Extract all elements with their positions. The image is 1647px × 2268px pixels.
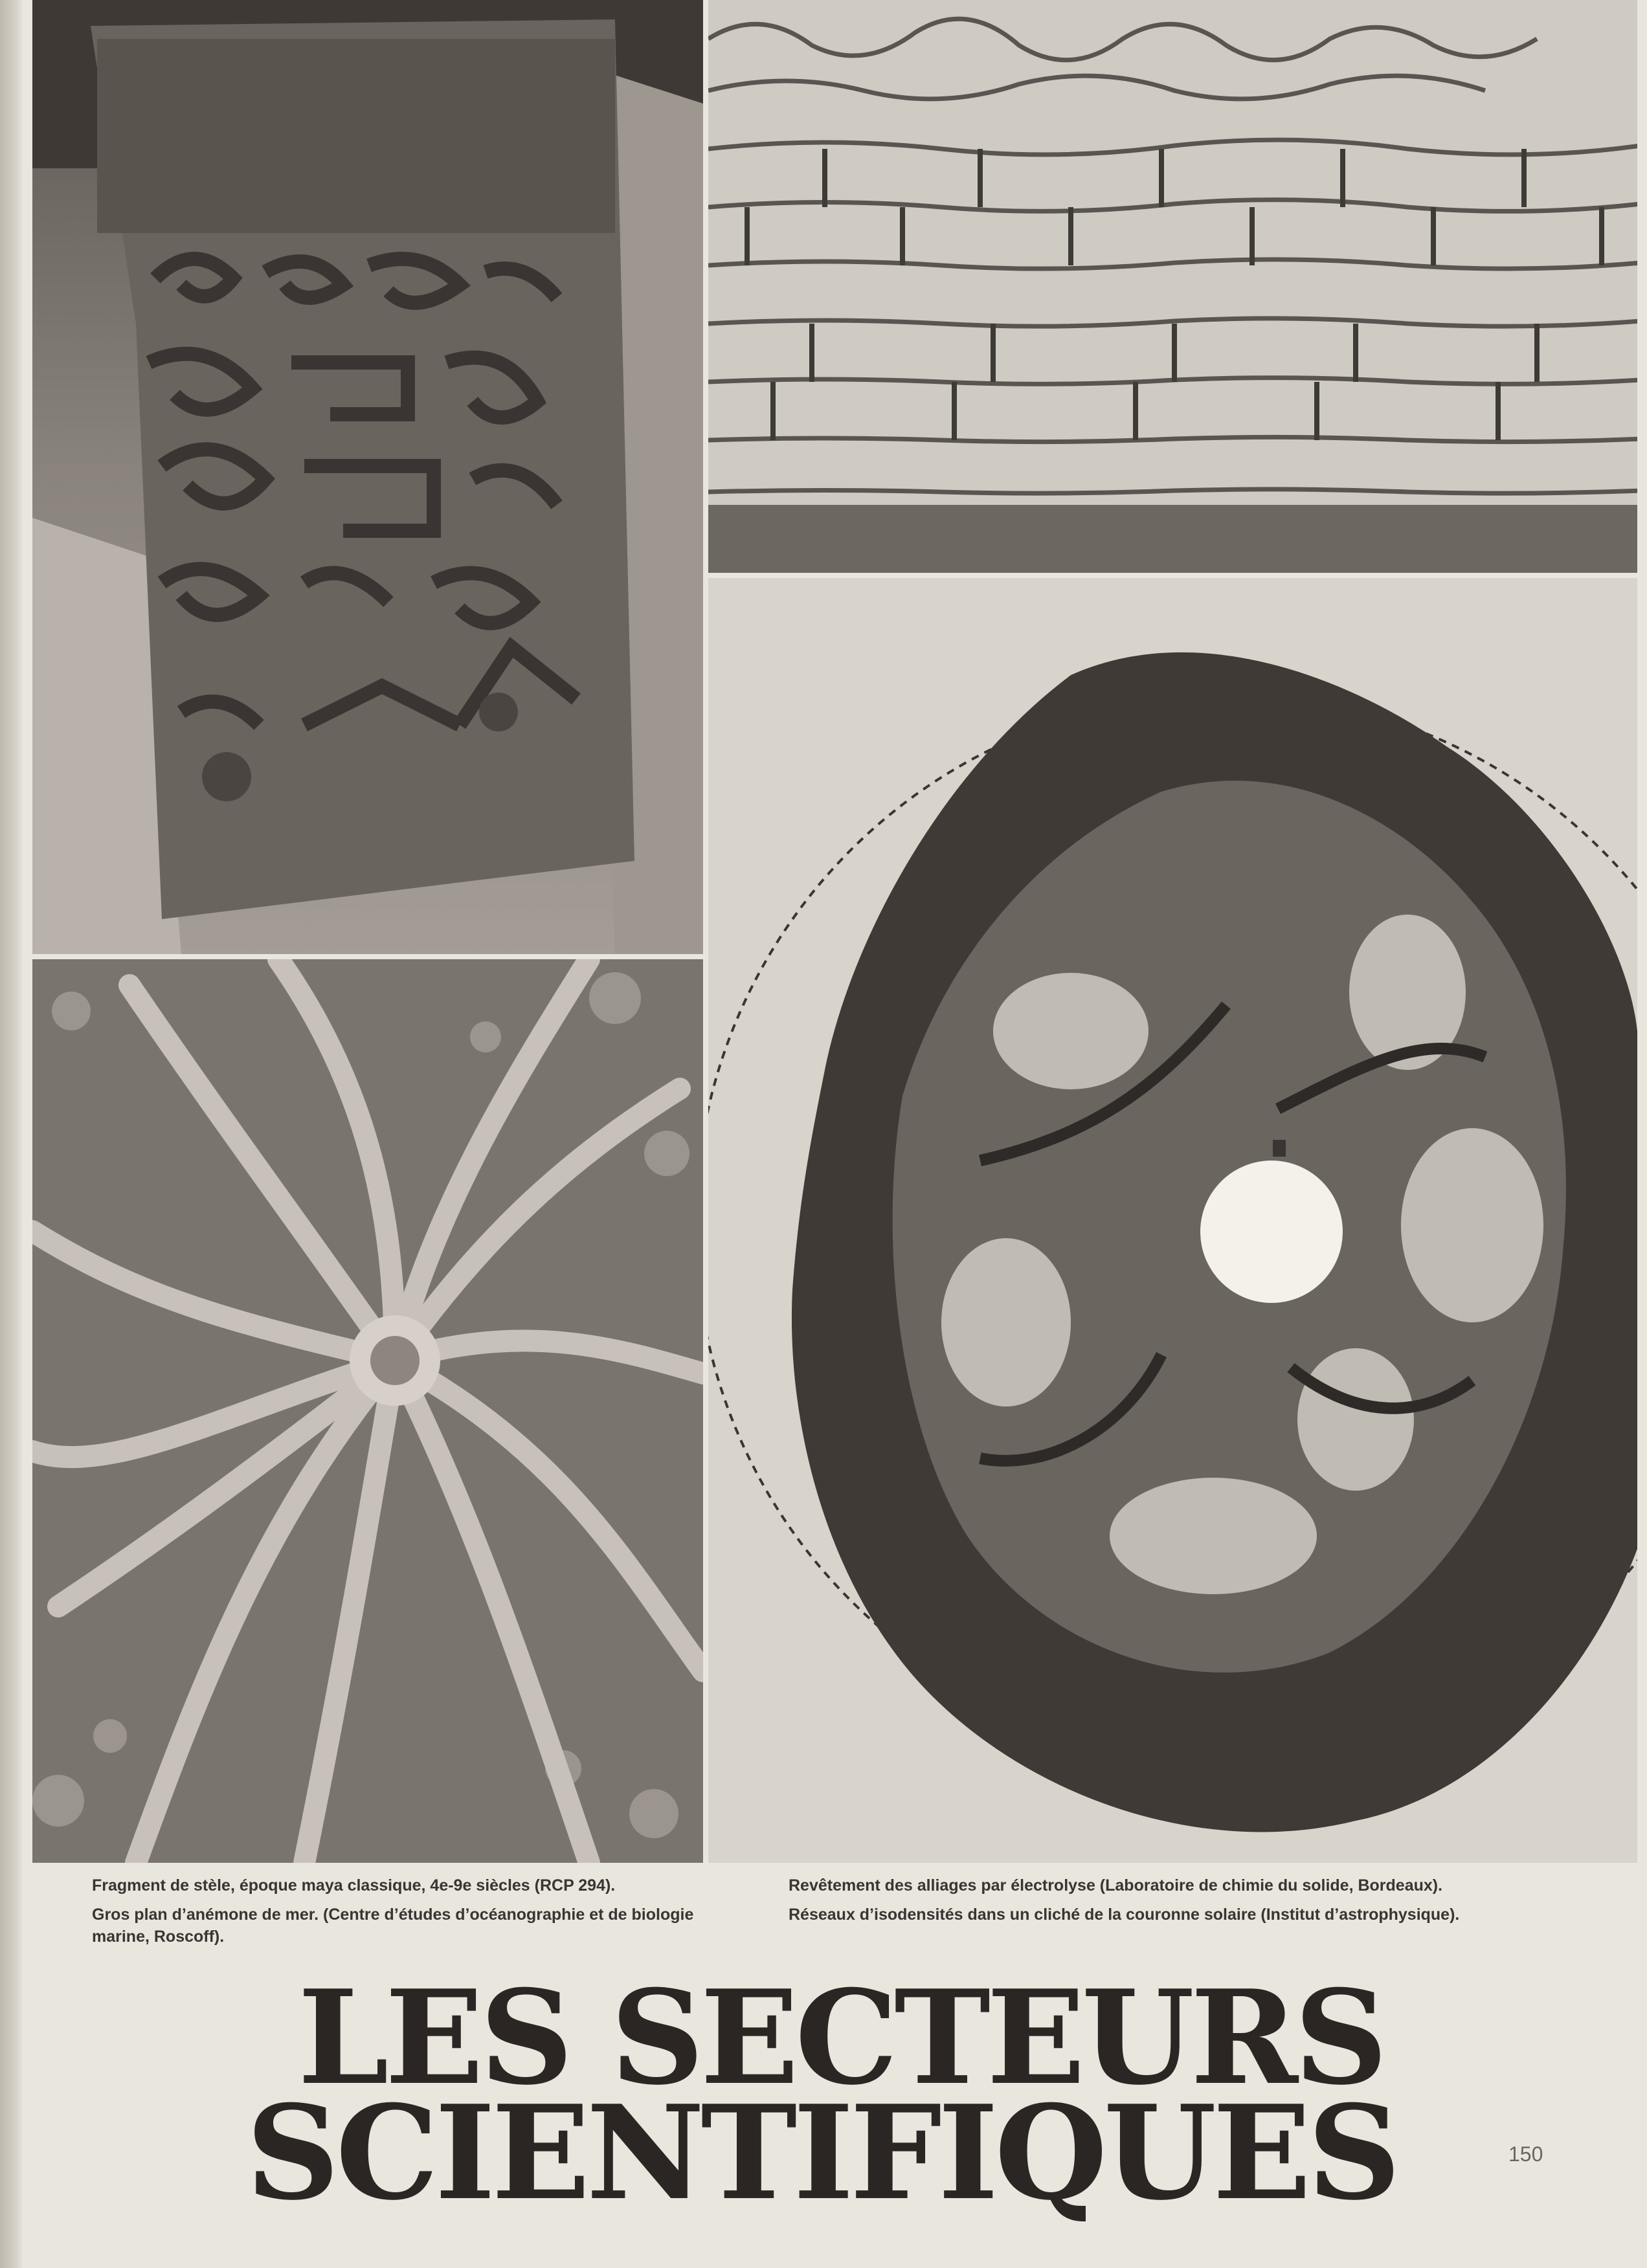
caption-alloy-electrolysis: Revêtement des alliages par électrolyse (Laboratoire de chimie du solide, Bordeaux). — [789, 1876, 1443, 1895]
corona-isodensity-image — [708, 578, 1637, 1863]
caption-solar-corona: Réseaux d’isodensités dans un cliché de la couronne solaire (Institut d’astrophysique). — [789, 1906, 1460, 1924]
alloy-layers-image — [708, 0, 1637, 573]
caption-sea-anemone: Gros plan d’anémone de mer. (Centre d’études d’océanographie et de biologie marine, Roscoff). — [92, 1906, 694, 1946]
photo-alloy-electrolysis — [708, 0, 1637, 573]
page-headline — [246, 1962, 1411, 2229]
sea-anemone-image — [32, 959, 703, 1863]
maya-stele-image — [32, 0, 703, 954]
photo-maya-stele — [32, 0, 703, 954]
photo-solar-corona-isodensity — [708, 578, 1637, 1863]
caption-maya-stele: Fragment de stèle, époque maya classique, 4e-9e siècles (RCP 294). — [92, 1876, 616, 1895]
headline-line-1: LES SECTEURS — [298, 1962, 1384, 2114]
headline-line-2: SCIENTIFIQUES — [246, 2077, 1397, 2229]
page-number: 150 — [1508, 2142, 1543, 2166]
photo-sea-anemone — [32, 959, 703, 1863]
page-edge-shadow — [0, 0, 23, 2268]
